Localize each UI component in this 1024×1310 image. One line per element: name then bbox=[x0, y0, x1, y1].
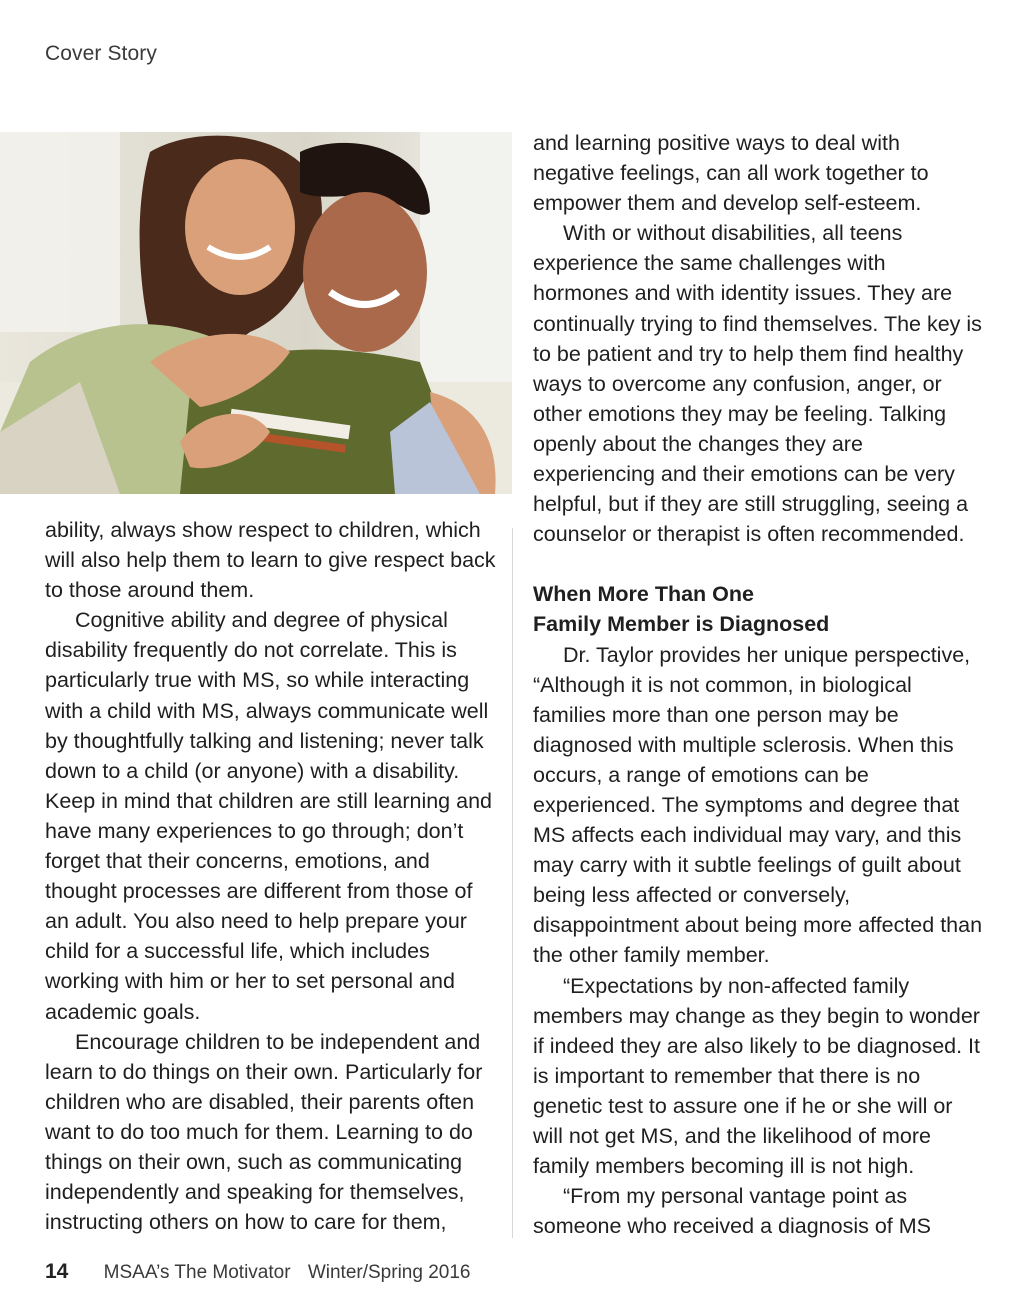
body-paragraph: and learning positive ways to deal with negative feelings, can all work together to empower them and develop self-esteem. bbox=[533, 131, 929, 216]
publication-name: MSAA’s The Motivator bbox=[103, 1262, 291, 1283]
subheading-line: Family Member is Diagnosed bbox=[533, 612, 830, 637]
body-paragraph: “Expectations by non-affected family members may change as they begin to wonder if indeed they are also likely to be diagnosed. It is important to remember that there is no genetic test to assure one if he or she will or will not get MS, and the likelihood of more family members becoming ill is not high. bbox=[533, 973, 981, 1179]
body-paragraph: ability, always show respect to children, which will also help them to learn to give respect back to those around them. bbox=[45, 518, 496, 603]
right-text-column bbox=[533, 128, 985, 1241]
column-divider bbox=[512, 528, 513, 1238]
page-footer bbox=[45, 1260, 470, 1284]
body-paragraph: “From my personal vantage point as someone who received a diagnosis of MS bbox=[533, 1184, 931, 1239]
paragraph-gap bbox=[533, 549, 985, 579]
body-paragraph: With or without disabilities, all teens experience the same challenges with hormones and with identity issues. They are continually trying to find themselves. The key is to be patient and try to help them find healthy ways to overcome any confusion, anger, or other emotions they may be feeling. Talking openly about the changes they are experiencing and their emotions can be very helpful, but if they are still struggling, seeing a counselor or therapist is often recommended. bbox=[533, 221, 982, 547]
photo-illustration bbox=[0, 132, 512, 494]
page-number: 14 bbox=[45, 1260, 69, 1283]
body-paragraph: Cognitive ability and degree of physical disability frequently do not correlate. This is particularly true with MS, so while interacting with a child with MS, always communicate well by thoughtfully talking and listening; never talk down to a child (or anyone) with a disability. Keep in mind that children are still learning and have many experiences to go through; don’t forget that their concerns, emotions, and thought processes are different from those of an adult. You also need to help prepare your child for a successful life, which includes working with him or her to set personal and academic goals. bbox=[45, 608, 492, 1024]
issue-date: Winter/Spring 2016 bbox=[307, 1262, 471, 1283]
left-text-column bbox=[45, 515, 500, 1237]
mother-and-son-photo bbox=[0, 132, 512, 494]
subheading-line: When More Than One bbox=[533, 582, 754, 607]
body-paragraph: Dr. Taylor provides her unique perspective, “Although it is not common, in biological families more than one person may be diagnosed with multiple sclerosis. When this occurs, a range of emotions can be experienced. The symptoms and degree that MS affects each individual may vary, and this may carry with it subtle feelings of guilt about being less affected or conversely, disappointment about being more affected than the other family member. bbox=[533, 642, 983, 968]
body-paragraph: Encourage children to be independent and learn to do things on their own. Particularly for children who are disabled, their parents often want to do too much for them. Learning to do things on their own, such as communicating independently and speaking for themselves, instructing others on how to care for them, bbox=[45, 1029, 483, 1235]
section-label: Cover Story bbox=[45, 42, 157, 65]
